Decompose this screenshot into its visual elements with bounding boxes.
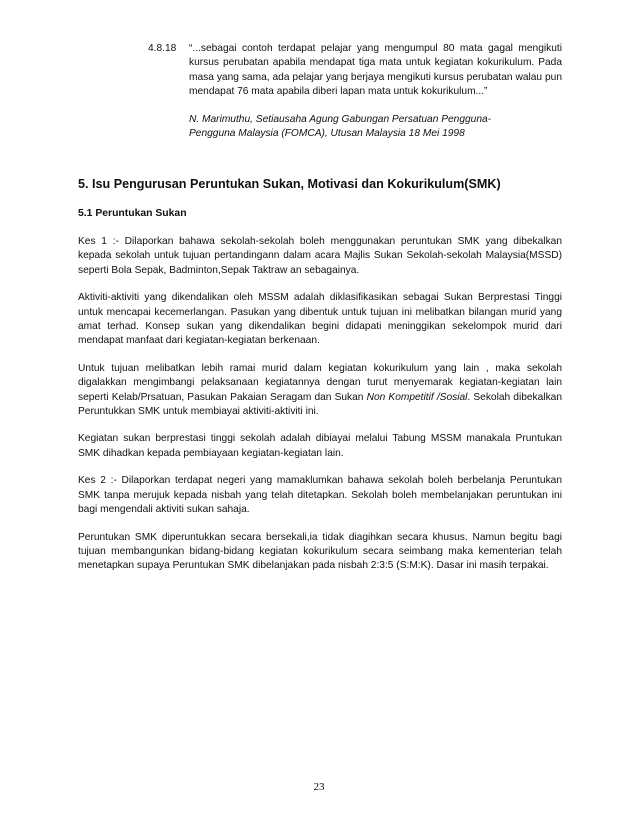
italic-term: Non Kompetitif /Sosial: [366, 391, 468, 403]
quote-number: 4.8.18: [148, 43, 177, 54]
paragraph-kes-1: Kes 1 :- Dilaporkan bahawa sekolah-sekolah boleh menggunakan peruntukan SMK yang dibekalkan kepada sekolah untuk tujuan pertandingann dalam acara Majlis Sukan Sekolah-sekolah Malaysia(MSSD) seperti Bola Sepak, Badminton,Sepak Taktraw an sebagainya.: [78, 236, 562, 276]
paragraph-tabung-mssm: Kegiatan sukan berprestasi tinggi sekolah adalah dibiayai melalui Tabung MSSM manakala Pruntukan SMK dihadkan kepada pembiayaan kegiatan-kegiatan lain.: [78, 433, 562, 459]
page-number: 23: [313, 781, 325, 793]
paragraph-text: Untuk tujuan melibatkan lebih ramai murid dalam kegiatan kokurikulum yang lain , maka sekolah digalakkan mengimbangi pelaksanaan kegiatannya dengan turut menyemarak kegiatan-kegiatan lain seperti Kelab/Prsatuan, Pasukan Pakaian Seragam dan Sukan: [78, 362, 562, 403]
section-subtitle: 5.1 Peruntukan Sukan: [78, 208, 187, 219]
paragraph-kokurikulum: [78, 362, 562, 420]
attribution-line-1: N. Marimuthu, Setiausaha Agung Gabungan Persatuan Pengguna-: [189, 113, 492, 125]
paragraph-text: . Sekolah dibekalkan Peruntukkan SMK untuk membiayai aktiviti-aktiviti ini.: [78, 391, 562, 418]
attribution-line-2: Pengguna Malaysia (FOMCA), Utusan Malaysia 18 Mei 1998: [189, 128, 465, 140]
paragraph-nisbah: Peruntukan SMK diperuntukkan secara bersekali,ia tidak diagihkan secara khusus. Namun begitu bagi tujuan membangunkan bidang-bidang kegiatan kokurikulum secara seimbang maka kementerian telah menetapkan supaya Peruntukan SMK dibelanjakan pada nisbah 2:3:5 (S:M:K). Dasar ini masih terpakai.: [78, 531, 562, 572]
quote-text: “...sebagai contoh terdapat pelajar yang mengumpul 80 mata gagal mengikuti kursus perubatan apabila mendapat tiga mata untuk kegiatan kokurikulum. Pada masa yang sama, ada pelajar yang berjaya mengikuti kursus perubatan walau pun mendapat 76 mata apabila diberi lapan mata untuk kokurikulum...”: [189, 43, 562, 98]
section-body: [78, 176, 562, 587]
section-title: 5. Isu Pengurusan Peruntukan Sukan, Motivasi dan Kokurikulum(SMK): [78, 177, 501, 191]
paragraph-mssm: Aktiviti-aktiviti yang dikendalikan oleh MSSM adalah diklasifikasikan sebagai Sukan Berprestasi Tinggi untuk mencapai kecemerlangan. Pasukan yang dibentuk untuk tujuan ini melibatkan bilangan murid yang amat terhad. Konsep sukan yang dikendalikan begini didapati meninggikan sekelompok murid dari mendapat manfaat dari kegiatan-kegiatan berkenaan.: [78, 292, 562, 347]
quote-row: [148, 42, 562, 100]
quote-block: [148, 42, 562, 141]
quote-attribution: [189, 113, 562, 142]
paragraph-kes-2: Kes 2 :- Dilaporkan terdapat negeri yang mamaklumkan bahawa sekolah boleh berbelanja Peruntukan SMK tanpa merujuk kepada nisbah yang telah ditetapkan. Sekolah boleh membelanjakan peruntukan ini bagi mengendali aktiviti sukan sahaja.: [78, 475, 562, 516]
